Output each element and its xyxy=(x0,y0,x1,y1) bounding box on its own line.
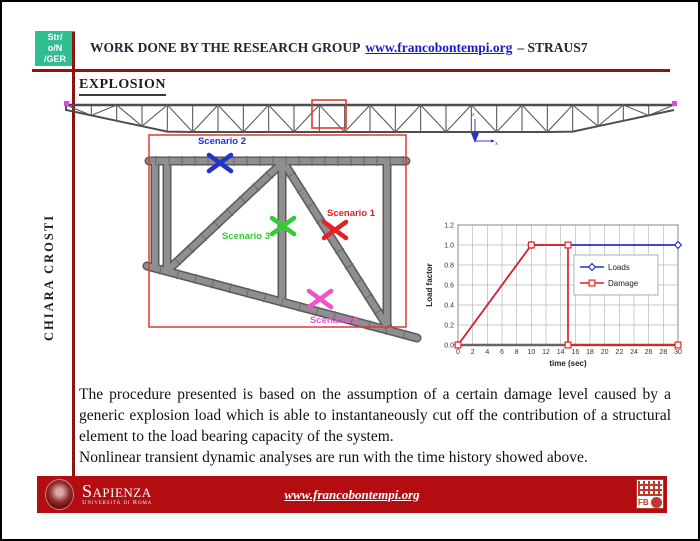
header-red-rule xyxy=(32,69,670,72)
footer-bar xyxy=(37,476,667,513)
author-name: CHIARA CROSTI xyxy=(42,213,56,341)
svg-text:4: 4 xyxy=(485,349,490,356)
university-subtitle: Università di Roma xyxy=(82,498,153,506)
svg-text:0.0: 0.0 xyxy=(444,342,454,350)
scenario-1-label: Scenario 1 xyxy=(327,208,376,219)
svg-text:8: 8 xyxy=(514,349,519,356)
logo-line: Str/ xyxy=(47,32,63,42)
sapienza-seal-icon xyxy=(45,479,74,510)
load-factor-chart xyxy=(422,215,698,377)
svg-text:0.2: 0.2 xyxy=(444,322,454,330)
svg-text:28: 28 xyxy=(659,349,668,356)
svg-text:20: 20 xyxy=(600,349,609,356)
svg-text:30: 30 xyxy=(674,349,682,356)
axis-x-label: x xyxy=(495,141,498,147)
svg-text:6: 6 xyxy=(500,349,504,356)
svg-text:Loads: Loads xyxy=(608,262,630,272)
svg-text:14: 14 xyxy=(556,349,565,356)
svg-text:1.2: 1.2 xyxy=(444,222,454,230)
university-block xyxy=(82,480,153,506)
svg-text:26: 26 xyxy=(644,349,653,356)
body-paragraph-2: Nonlinear transient dynamic analyses are run with the time history showed above. xyxy=(79,449,588,467)
scenario-2-label: Scenario 2 xyxy=(197,136,247,147)
stamp-pattern xyxy=(638,481,662,496)
axis-triad-icon xyxy=(457,105,499,147)
svg-text:18: 18 xyxy=(586,349,594,356)
header-prefix: WORK DONE BY THE RESEARCH GROUP xyxy=(90,40,361,55)
axis-z-label: z xyxy=(472,112,475,118)
stamp-dot-icon xyxy=(651,497,662,508)
stronger-logo xyxy=(35,31,75,66)
header-suffix: – STRAUS7 xyxy=(517,40,588,55)
svg-text:10: 10 xyxy=(527,349,536,356)
fb-stamp-icon xyxy=(636,479,664,509)
svg-text:Damage: Damage xyxy=(608,278,639,288)
svg-text:0.6: 0.6 xyxy=(444,282,454,290)
scenario-3-label: Scenario 3 xyxy=(221,231,270,242)
svg-text:1.0: 1.0 xyxy=(444,242,454,250)
header-title xyxy=(90,40,690,56)
body-paragraph-1: The procedure presented is based on the assumption of a certain damage level caused by a generic explosion load which is able to instantaneously cut off the contribution of a structural element to the load bearing capacity of the system. xyxy=(79,386,671,446)
svg-text:22: 22 xyxy=(615,349,624,356)
svg-text:0.4: 0.4 xyxy=(444,302,454,310)
logo-line: o/N xyxy=(47,43,63,53)
svg-text:time (sec): time (sec) xyxy=(549,359,587,368)
svg-text:0.8: 0.8 xyxy=(444,262,454,270)
truss-members xyxy=(147,156,417,339)
scenario-4-xmark xyxy=(309,291,331,307)
logo-line: /GER xyxy=(43,54,66,64)
svg-text:2: 2 xyxy=(470,349,475,356)
header-link[interactable]: www.francobontempi.org xyxy=(365,40,513,55)
university-name: Sapienza xyxy=(82,480,152,501)
svg-text:Load factor: Load factor xyxy=(425,263,434,307)
svg-text:24: 24 xyxy=(630,349,638,356)
scenario-4-label: Scenario 4 xyxy=(309,315,359,326)
svg-text:0: 0 xyxy=(456,349,460,356)
slide-title: EXPLOSION xyxy=(79,77,166,96)
stamp-initials: FB xyxy=(638,498,649,507)
truss-detail-figure xyxy=(142,130,422,345)
footer-link[interactable]: www.francobontempi.org xyxy=(284,486,420,502)
svg-text:12: 12 xyxy=(542,349,550,356)
svg-text:16: 16 xyxy=(571,349,580,356)
body-text xyxy=(79,384,671,468)
